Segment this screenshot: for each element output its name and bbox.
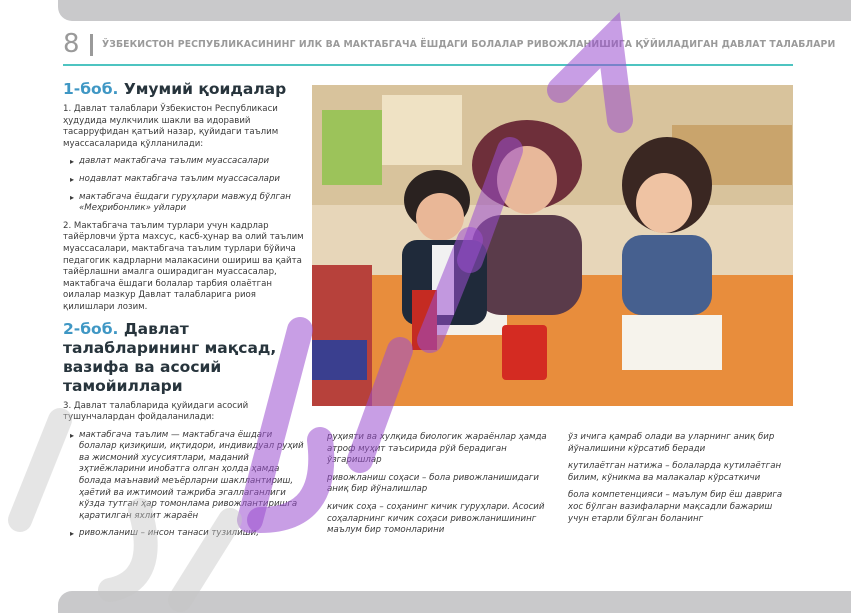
top-decor-bar	[58, 0, 851, 21]
paragraph-2: 2. Мактабгача таълим турлари учун кадрлар тайёрловчи ўрта махсус, касб-ҳунар ва олий таълим муассасалари, мактабгача таълим турлари бўйича педагогик кадрларни малакасини ошириш ва қайта тайёрлашни амалга оширадиган муассасалар, мактабгача ёшдаги болалар тарбия олаётган оилалар мазкур Давлат талабларига риоя қилишлари лозим.	[63, 220, 304, 312]
column-2	[327, 432, 552, 543]
list-item: ▸ ривожланиш – инсон танаси тузилиши,	[79, 528, 309, 540]
list-item: ривожланиш соҳаси – бола ривожланишидаги аниқ бир йўналишлар	[327, 472, 539, 495]
definitions-list-col3	[568, 461, 793, 525]
photo-illustration	[312, 85, 793, 406]
header-separator	[90, 34, 93, 56]
column-3	[568, 432, 793, 531]
list-item: ▸ давлат мактабгача таълим муассасалари	[79, 156, 309, 168]
page-number: 8	[63, 29, 80, 59]
chapter-1-heading: Умумий қоидалар	[123, 80, 287, 98]
definitions-list-col2	[327, 473, 552, 537]
list-item: бола компетенцияси – маълум бир ёш даврига хос бўлган вазифаларни мақсадли бажариш учун етарли бўлган боланинг	[568, 490, 783, 524]
column-3-continuation: ўз ичига қамраб олади ва уларнинг аниқ бир йўналишини кўрсатиб беради	[568, 432, 775, 454]
chapter-1-number: 1-боб.	[63, 80, 119, 98]
running-head: ЎЗБЕКИСТОН РЕСПУБЛИКАСИНИНГ ИЛК ВА МАКТАБГАЧА ЁШДАГИ БОЛАЛАР РИВОЖЛАНИШИГА ҚЎЙИЛАДИГАН ДАВЛАТ ТАЛАБЛАРИ	[102, 39, 836, 50]
list-item: кичик соҳа – соҳанинг кичик гуруҳлари. Асосий соҳаларнинг кичик соҳаси ривожланишининг маълум бир томонларини	[327, 501, 545, 536]
list-item: ▸ мактабгача ёшдаги гуруҳлари мавжуд бўлган «Меҳрибонлик» уйлари	[79, 192, 309, 215]
list-item: ▸ мактабгача таълим — мактабгача ёшдаги болалар қизиқиши, иқтидори, индивидуал руҳий ва жисмоний хусусиятлари, маданий эҳтиёжларини инобатга олган ҳолда ҳамда болада маънавий меъёрларни шакллантириш, ҳаётий ва ижтимоий тажриба эгаллаганлиги кўзда тутган ҳар томонлама ривожлантиришга қаратилган яхлит жараён	[79, 430, 309, 523]
bottom-decor-bar	[58, 591, 851, 613]
paragraph-1: 1. Давлат талаблари Ўзбекистон Республикаси ҳудудида мулкчилик шакли ва идоравий тасарруфидан қатъий назар, қуйидаги таълим муассасаларида қўлланилади:	[63, 104, 279, 149]
chapter-1-title	[63, 80, 309, 99]
definitions-list-col1	[63, 430, 309, 540]
classroom-photo	[312, 85, 793, 406]
list-item: кутилаётган натижа – болаларда кутилаётган билим, кўникма ва малакалар кўрсаткичи	[568, 461, 782, 483]
institution-list	[63, 156, 309, 214]
column-2-continuation: руҳияти ва хулқида биологик жараёнлар ҳамда атроф муҳит таъсирида рўй берадиган ўзгаришлар	[327, 432, 547, 466]
paragraph-3: 3. Давлат талабларида қуйидаги асосий тушунчалардан фойдаланилади:	[63, 400, 249, 423]
chapter-2-title	[63, 320, 309, 396]
chapter-2-number: 2-боб.	[63, 319, 119, 338]
list-item: ▸ нодавлат мактабгача таълим муассасалари	[79, 174, 309, 186]
header-rule	[63, 64, 793, 66]
chapter-2-heading: Давлат талабларининг мақсад, вазифа ва асосий тамойиллари	[63, 319, 277, 395]
left-column	[63, 80, 309, 546]
